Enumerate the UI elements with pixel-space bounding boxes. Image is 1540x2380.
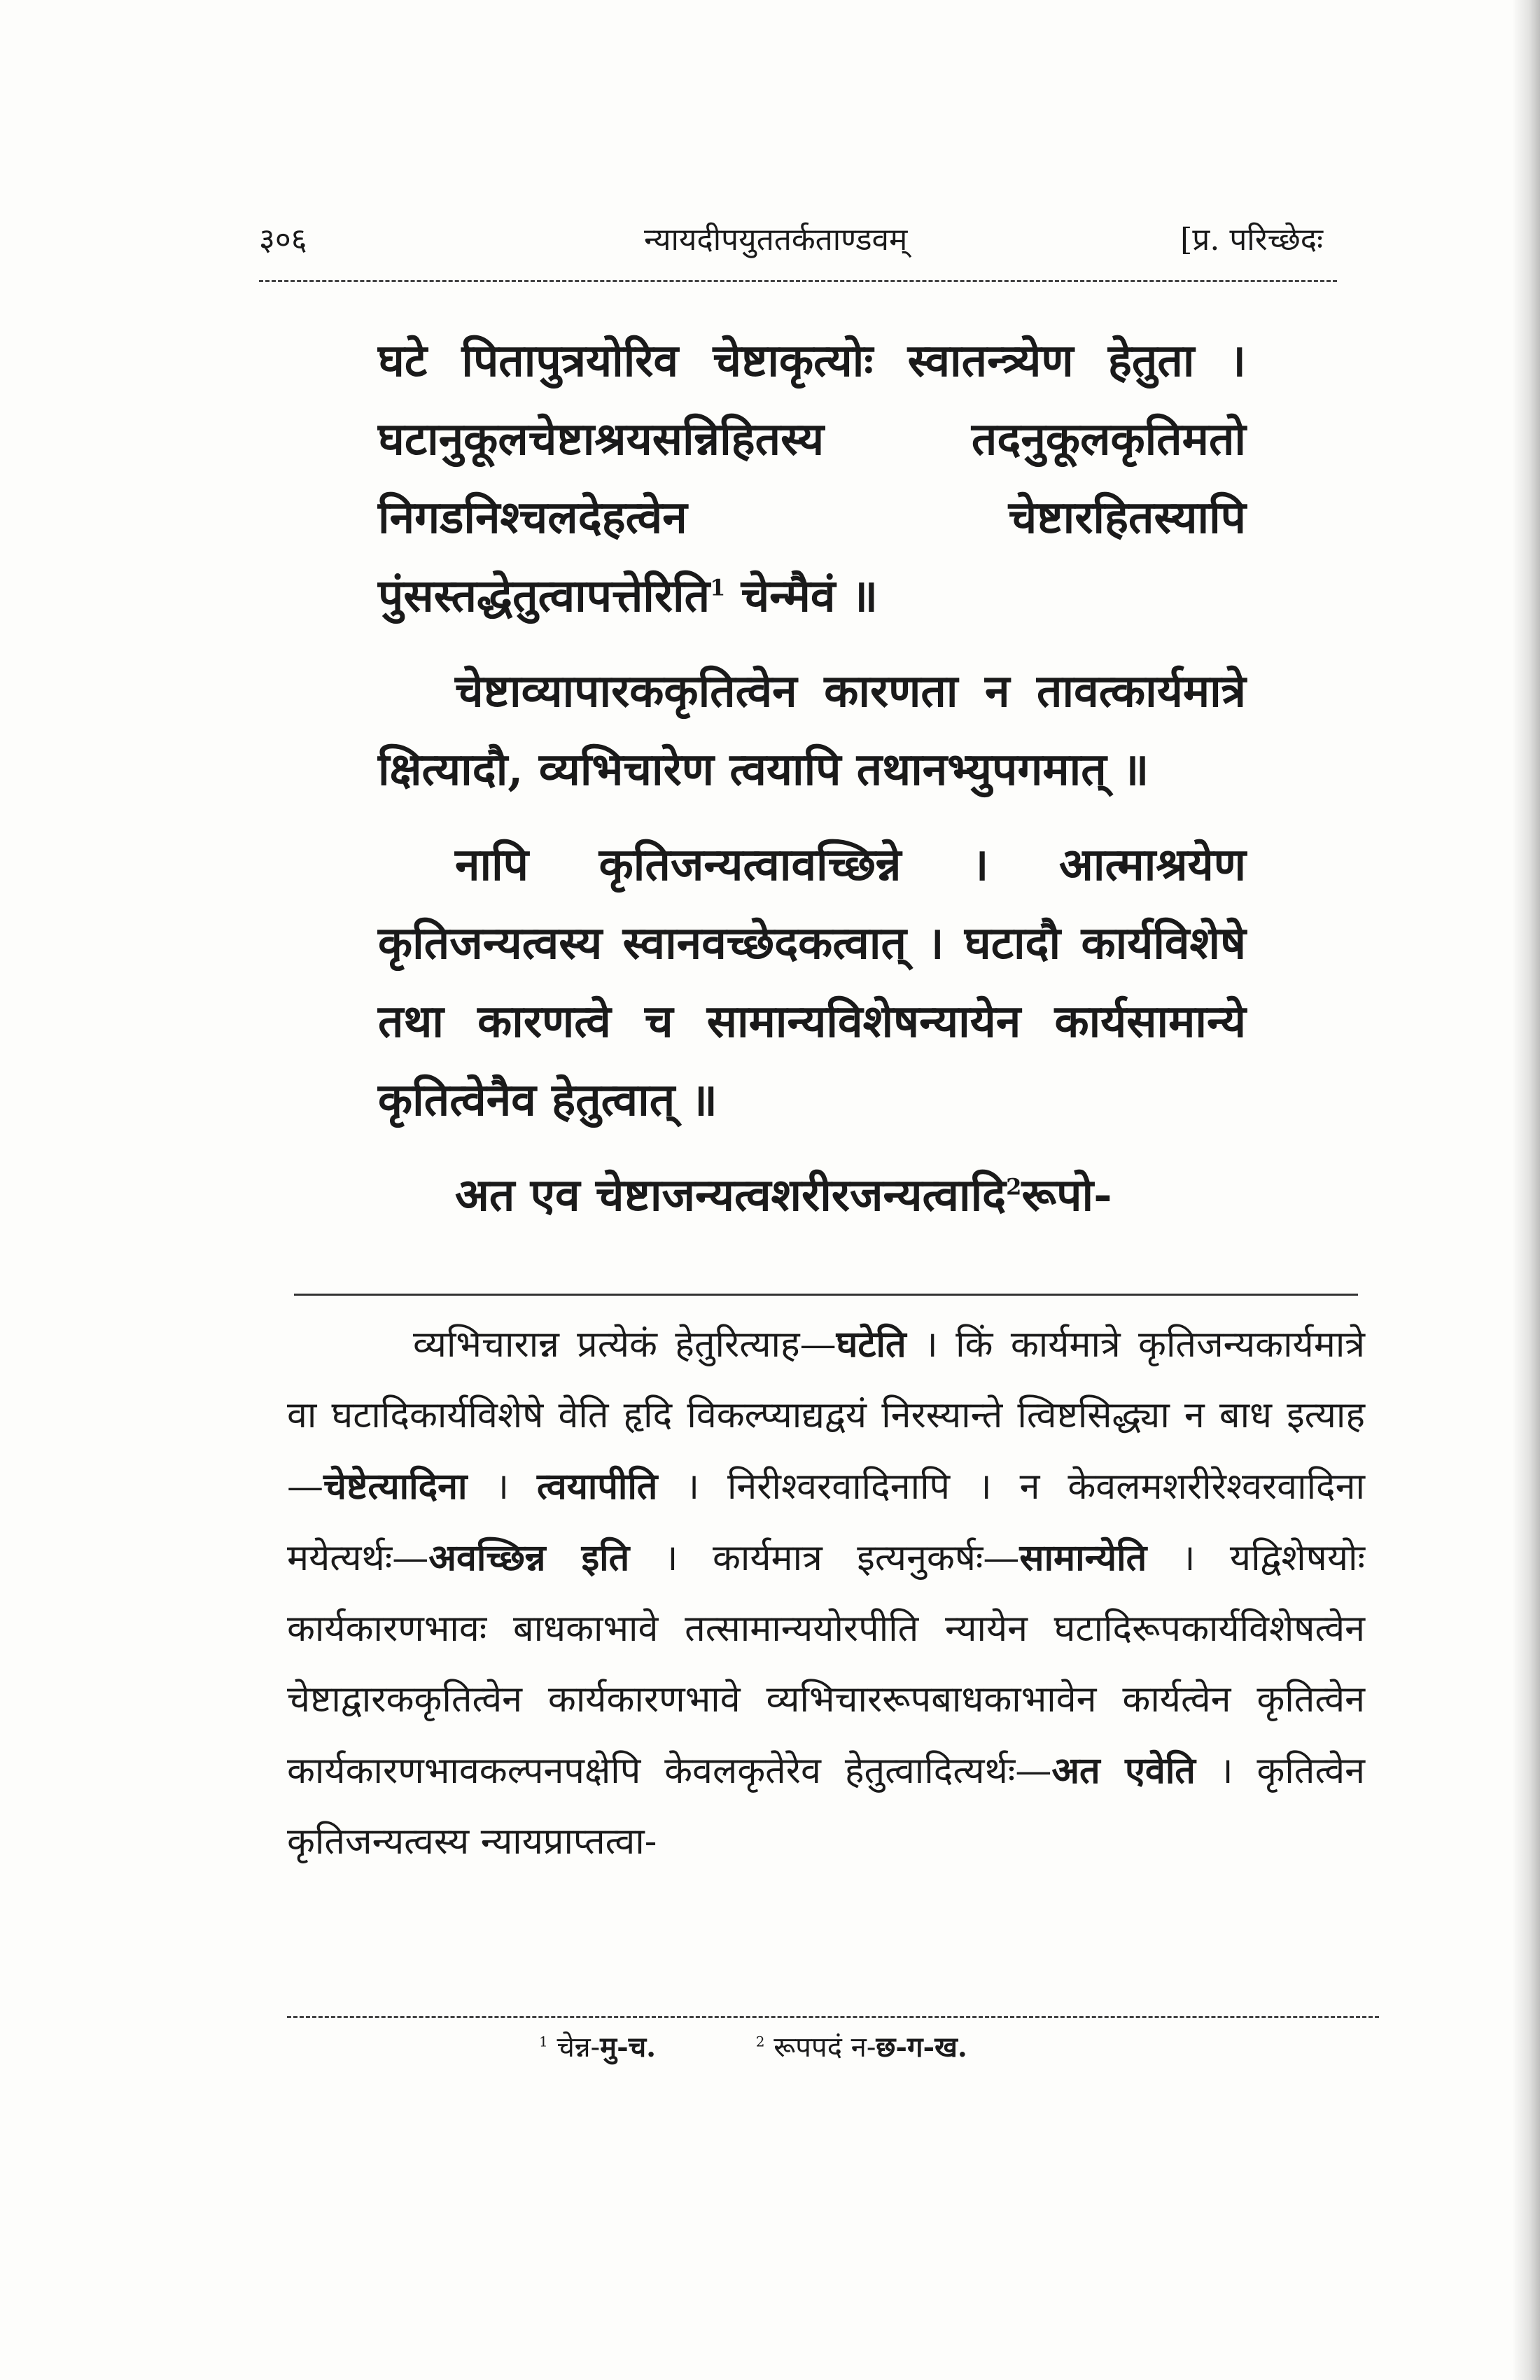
commentary-lemma-6: अत एवेति: [1051, 1749, 1196, 1792]
commentary-text-1: व्यभिचारान्न प्रत्येकं हेतुरित्याह—: [413, 1324, 836, 1366]
section-label: [प्र. परिच्छेदः: [1180, 222, 1323, 258]
commentary-lemma-5: सामान्येति: [1019, 1536, 1147, 1579]
footnote-rule: [287, 2016, 1379, 2018]
footnote-marker-2: 2: [1006, 1173, 1022, 1200]
footnote-1: [539, 2026, 656, 2068]
main-paragraph-2: चेष्टाव्यापारककृतित्वेन कारणता न तावत्कार्यमात्रे क्षित्यादौ, व्यभिचारेण त्वयापि तथानभ्युपगमात् ॥: [378, 665, 1246, 796]
footnote-2-number: 2: [755, 2033, 765, 2050]
main-paragraph-1: [378, 322, 1246, 636]
commentary-text-4: । निरीश्वरवादिनापि । न केवलमशरीरेश्वरवादिना मयेत्यर्थः—: [287, 1466, 1365, 1579]
footnote-1-source: मु-च.: [600, 2031, 657, 2064]
main-paragraph-3: नापि कृतिजन्यत्वावच्छिन्ने । आत्माश्रयेण कृतिजन्यत्वस्य स्वानवच्छेदकत्वात् । घटादौ कार्यविशेषे तथा कारणत्वे च सामान्यविशेषन्यायेन कार्यसामान्ये कृतित्वेनैव हेतुत्वात् ॥: [378, 839, 1246, 1126]
footnote-marker-1: 1: [710, 574, 726, 601]
book-title: न्यायदीपयुततर्कताण्डवम्: [644, 222, 908, 258]
commentary-text-2: । किं कार्यमात्रे कृतिजन्यकार्यमात्रे वा घटादिकार्यविशेषे वेति हृदि विकल्प्याद्यद्वयं निरस्यान्ते त्विष्टसिद्ध्या न बाध इत्याह—: [287, 1324, 1365, 1508]
footnote-2: [756, 2026, 967, 2068]
commentary: [287, 1309, 1365, 1877]
commentary-lemma-2: चेष्टेत्यादिना: [323, 1465, 468, 1508]
page-number: ३०६: [259, 222, 307, 258]
footnote-2-source: छ-ग-ख.: [876, 2031, 967, 2064]
main-paragraph-4: [378, 1156, 1246, 1235]
main-p1-text: घटे पितापुत्रयोरिव चेष्टाकृत्योः स्वातन्त्र्येण हेतुता । घटानुकूलचेष्टाश्रयसन्निहितस्य तदनुकूलकृतिमतो निगडनिश्चलदेहत्वेन चेष्टारहितस्यापि पुंसस्तद्धेतुत्वापत्तेरिति: [378, 335, 1246, 622]
footnote-1-text: चेन्न-: [547, 2031, 601, 2064]
commentary-paragraph: [287, 1309, 1365, 1877]
running-header: [259, 210, 1323, 273]
main-text: [378, 322, 1246, 1252]
scan-edge-shadow: [1512, 0, 1540, 2380]
footnote-1-number: 1: [539, 2033, 548, 2050]
commentary-text-3: ।: [467, 1466, 538, 1508]
commentary-text-6: । यद्विशेषयोः कार्यकारणभावः बाधकाभावे तत्सामान्ययोरपीति न्यायेन घटादिरूपकार्यविशेषत्वेन चेष्टाद्वारककृतित्वेन कार्यकारणभावे व्यभिचाररूपबाधकाभावेन कार्यत्वेन कृतित्वेन कार्यकारणभावकल्पनपक्षेपि केवलकृतेरेव हेतुत्वादित्यर्थः—: [287, 1537, 1365, 1792]
commentary-lemma-4: अवच्छिन्न इति: [428, 1536, 630, 1579]
commentary-rule: [294, 1294, 1358, 1296]
commentary-text-7: । कृतित्वेन कृतिजन्यत्वस्य न्यायप्राप्तत्वा-: [287, 1750, 1366, 1863]
header-rule: [259, 280, 1337, 282]
main-p4-end: रूपो-: [1021, 1169, 1112, 1222]
commentary-lemma-3: त्वयापीति: [537, 1465, 658, 1508]
main-p1-end: चेन्मैवं ॥: [725, 570, 878, 622]
commentary-text-5: । कार्यमात्र इत्यनुकर्षः—: [629, 1537, 1020, 1579]
commentary-lemma-1: घटेति: [836, 1323, 906, 1366]
footnotes: [539, 2026, 1309, 2068]
footnote-2-text: रूपपदं न-: [764, 2031, 876, 2064]
main-p4-text: अत एव चेष्टाजन्यत्वशरीरजन्यत्वादि: [455, 1169, 1007, 1222]
